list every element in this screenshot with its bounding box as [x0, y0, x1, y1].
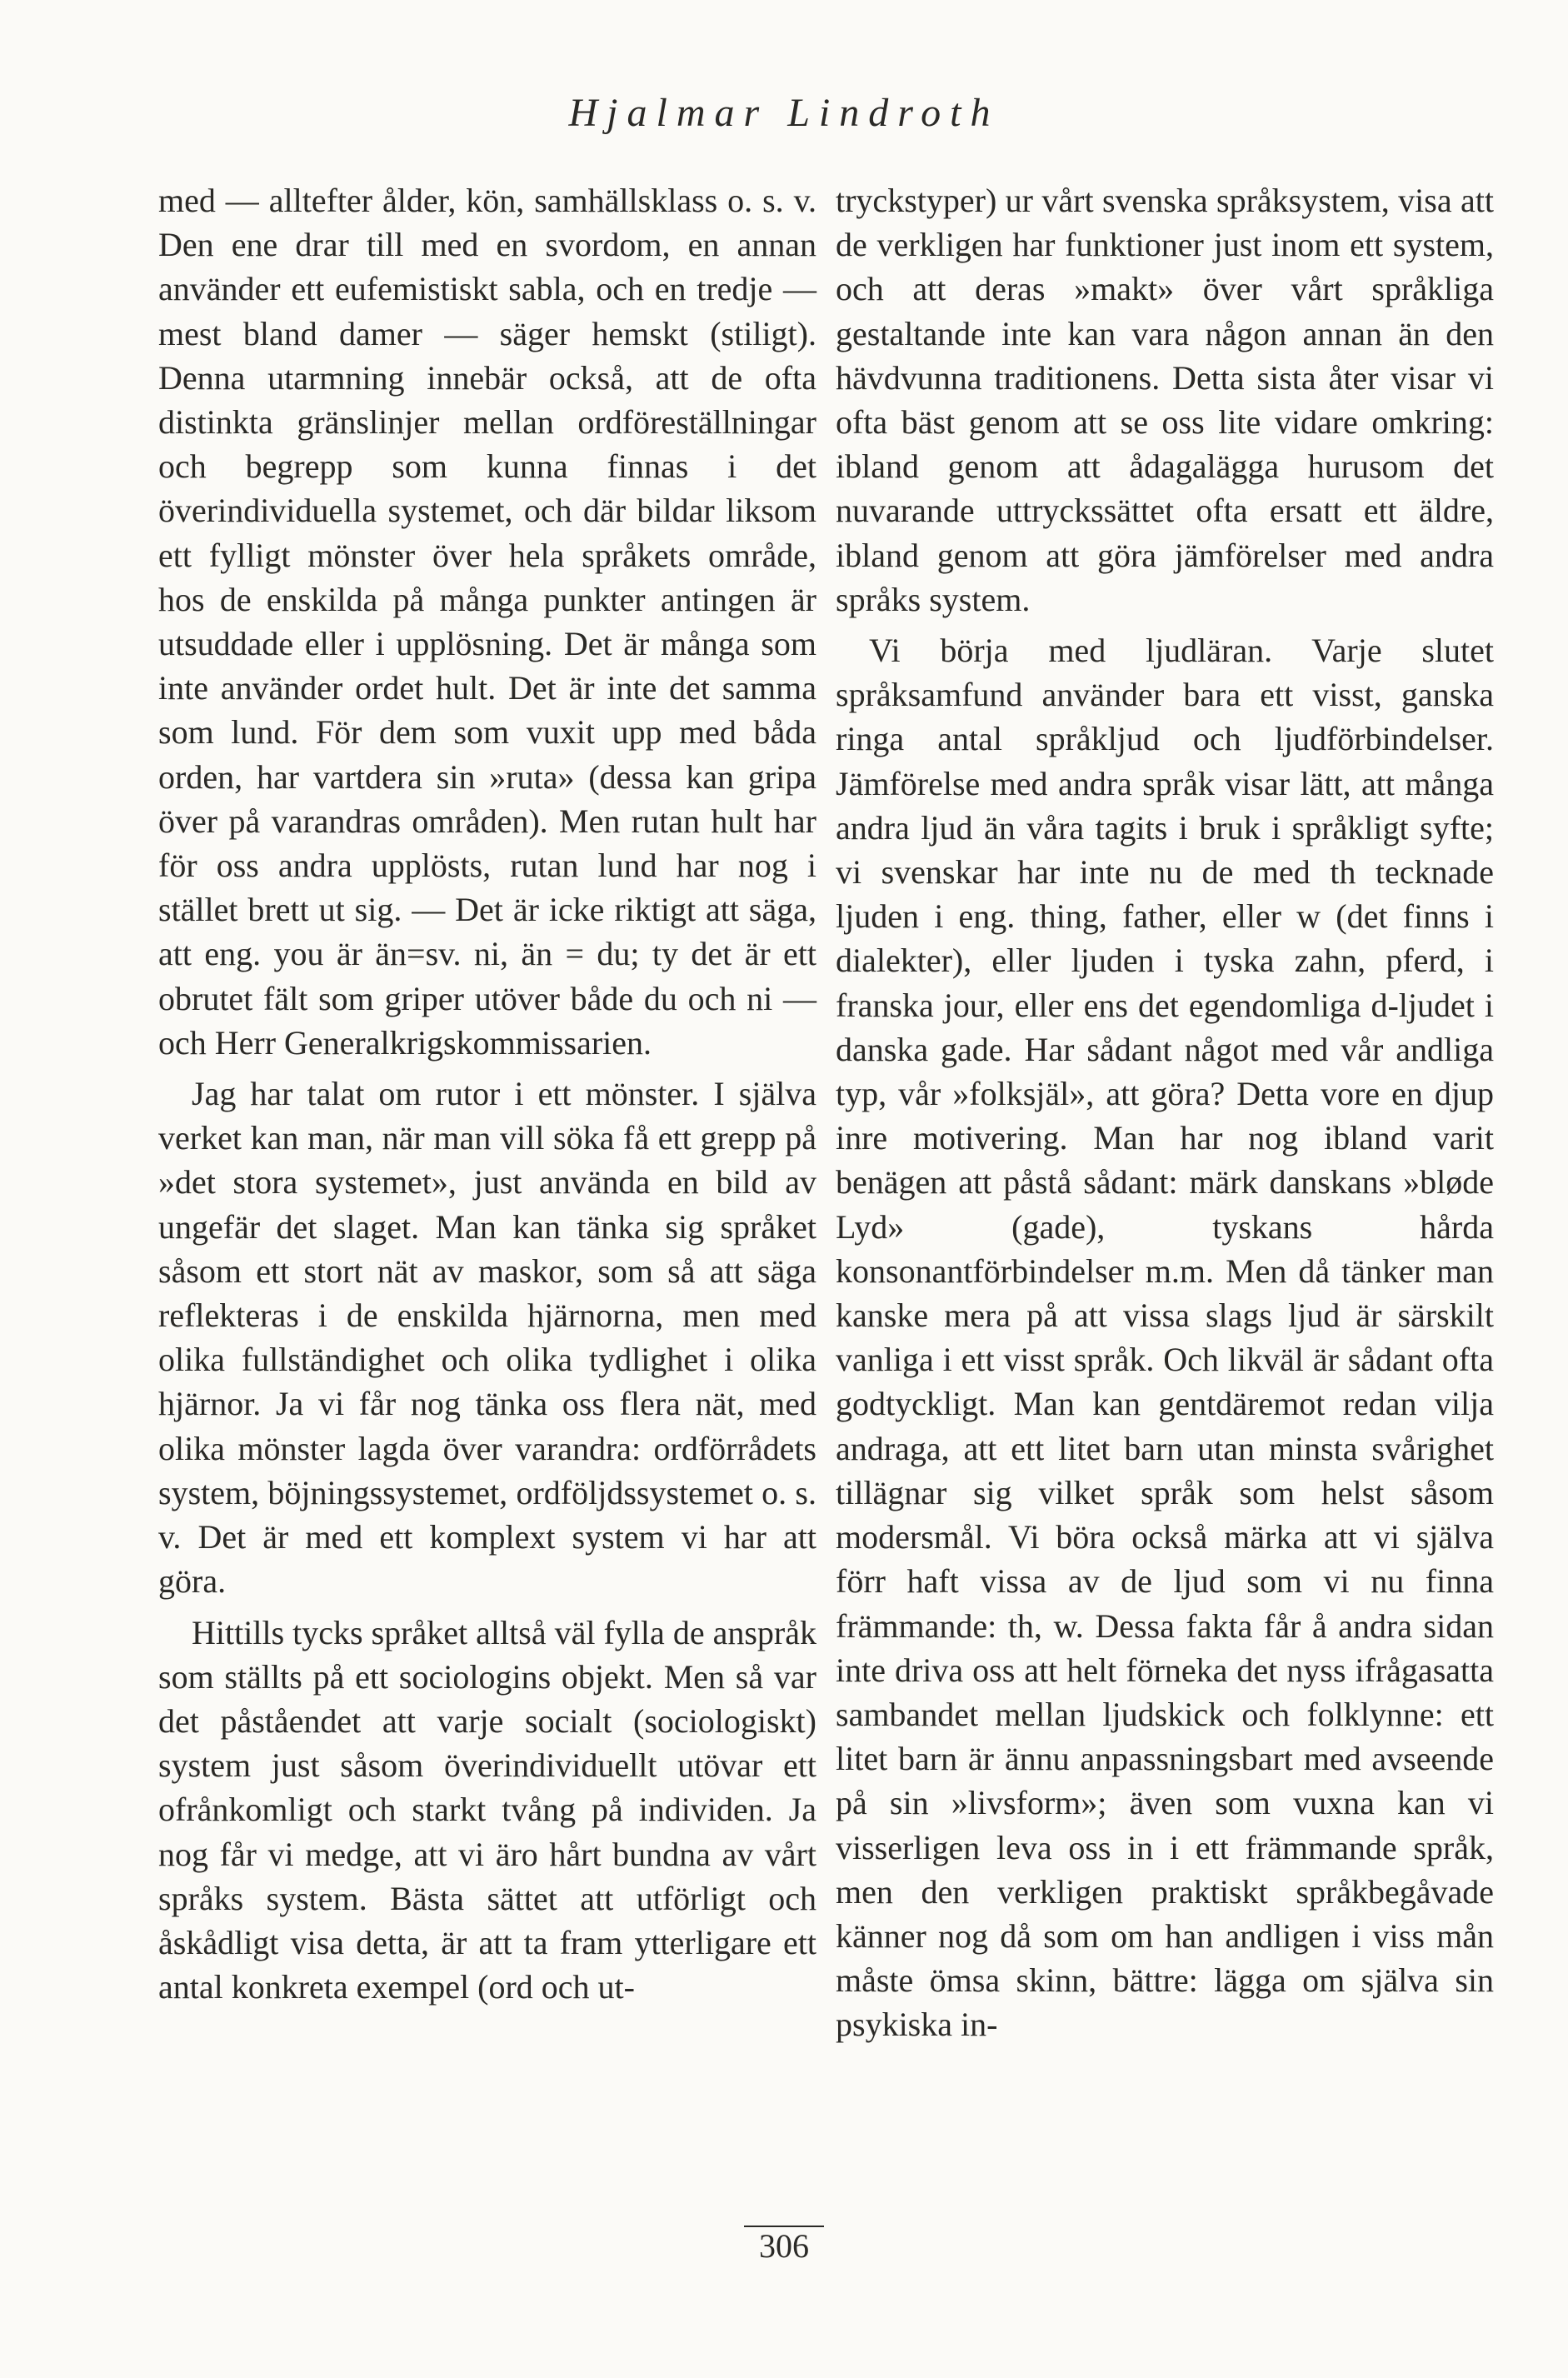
right-column: [836, 178, 1494, 2047]
left-paragraph-3: Hittills tycks språket alltså väl fylla de anspråk som ställts på ett sociologins objekt. Men så var det påståendet att varje socialt (sociologiskt) system just såsom överindividuellt utövar ett ofrånkomligt och starkt tvång på individen. Ja nog får vi medge, att vi äro hårt bundna av vårt språks system. Bästa sättet att utförligt och åskådligt visa detta, är att ta fram ytterligare ett antal konkreta exempel (ord och ut-: [158, 1613, 816, 2006]
page-number-text: 306: [744, 2226, 824, 2265]
page-number: [0, 2226, 1568, 2266]
left-column: [158, 178, 816, 2009]
left-paragraph-1: med — alltefter ålder, kön, samhällsklass o. s. v. Den ene drar till med en svordom, en annan använder ett eufemistiskt sabla, och en tredje — mest bland damer — säger hemskt (stiligt). Denna utarmning innebär också, att de ofta distinkta gränslinjer mellan ordföreställningar och begrepp som kunna finnas i det överindividuella systemet, och där bildar liksom ett fylligt mönster över hela språkets område, hos de enskilda på många punkter antingen är utsuddade eller i upplösning. Det är många som inte använder ordet hult. Det är inte det samma som lund. För dem som vuxit upp med båda orden, har vartdera sin »ruta» (dessa kan gripa över på varandras områden). Men rutan hult har för oss andra upplösts, rutan lund har nog i stället brett ut sig. — Det är icke riktigt att säga, att eng. you är än=sv. ni, än = du; ty det är ett obrutet fält som griper utöver både du och ni — och Herr Generalkrigskommissarien.: [158, 182, 816, 1062]
right-paragraph-2: Vi börja med ljudläran. Varje slutet språksamfund använder bara ett visst, ganska ringa antal språkljud och ljudförbindelser. Jämförelse med andra språk visar lätt, att många andra ljud än våra tagits i bruk i språkligt syfte; vi svenskar har inte nu de med th tecknade ljuden i eng. thing, father, eller w (det finns i dialekter), eller ljuden i tyska zahn, pferd, i franska jour, eller ens det egendomliga d-ljudet i danska gade. Har sådant något med vår andliga typ, vår »folksjäl», att göra? Detta vore en djup inre motivering. Man har nog ibland varit benägen att påstå sådant: märk danskans »bløde Lyd» (gade), tyskans hårda konsonantförbindelser m.m. Men då tänker man kanske mera på att vissa slags ljud är särskilt vanliga i ett visst språk. Och likväl är sådant ofta godtyckligt. Man kan gentdäremot redan vilja andraga, att ett litet barn utan minsta svårighet tillägnar sig vilket språk som helst såsom modersmål. Vi böra också märka att vi själva förr haft vissa av de ljud som vi nu finna främmande: th, w. Dessa fakta får å andra sidan inte driva oss att helt förneka det nyss ifrågasatta sambandet mellan ljudskick och folklynne: ett litet barn är ännu anpassningsbart med avseende på sin »livsform»; även som vuxna kan vi visserligen leva oss in i ett främmande språk, men den verkligen praktiskt språkbegåvade känner nog då som om han andligen i viss mån måste ömsa skinn, bättre: lägga om själva sin psykiska in-: [836, 632, 1494, 2044]
running-head: Hjalmar Lindroth: [568, 91, 1000, 135]
right-paragraph-1: tryckstyper) ur vårt svenska språksystem, visa att de verkligen har funktioner just inom ett system, och att deras »makt» över vårt språkliga gestaltande inte kan vara någon annan än den hävdvunna traditionens. Detta sista åter visar vi ofta bäst genom att se oss lite vidare omkring: ibland genom att ådagalägga hurusom det nuvarande uttryckssättet ofta ersatt ett äldre, ibland genom att göra jämförelser med andra språks system.: [836, 182, 1494, 618]
left-paragraph-2: Jag har talat om rutor i ett mönster. I själva verket kan man, när man vill söka få ett grepp på »det stora systemet», just använda en bild av ungefär det slaget. Man kan tänka sig språket såsom ett stort nät av maskor, som så att säga reflekteras i de enskilda hjärnorna, men med olika fullständighet och olika tydlighet i olika hjärnor. Ja vi får nog tänka oss flera nät, med olika mönster lagda över varandra: ordförrådets system, böjningssystemet, ordföljdssystemet o. s. v. Det är med ett komplext system vi har att göra.: [158, 1075, 816, 1601]
